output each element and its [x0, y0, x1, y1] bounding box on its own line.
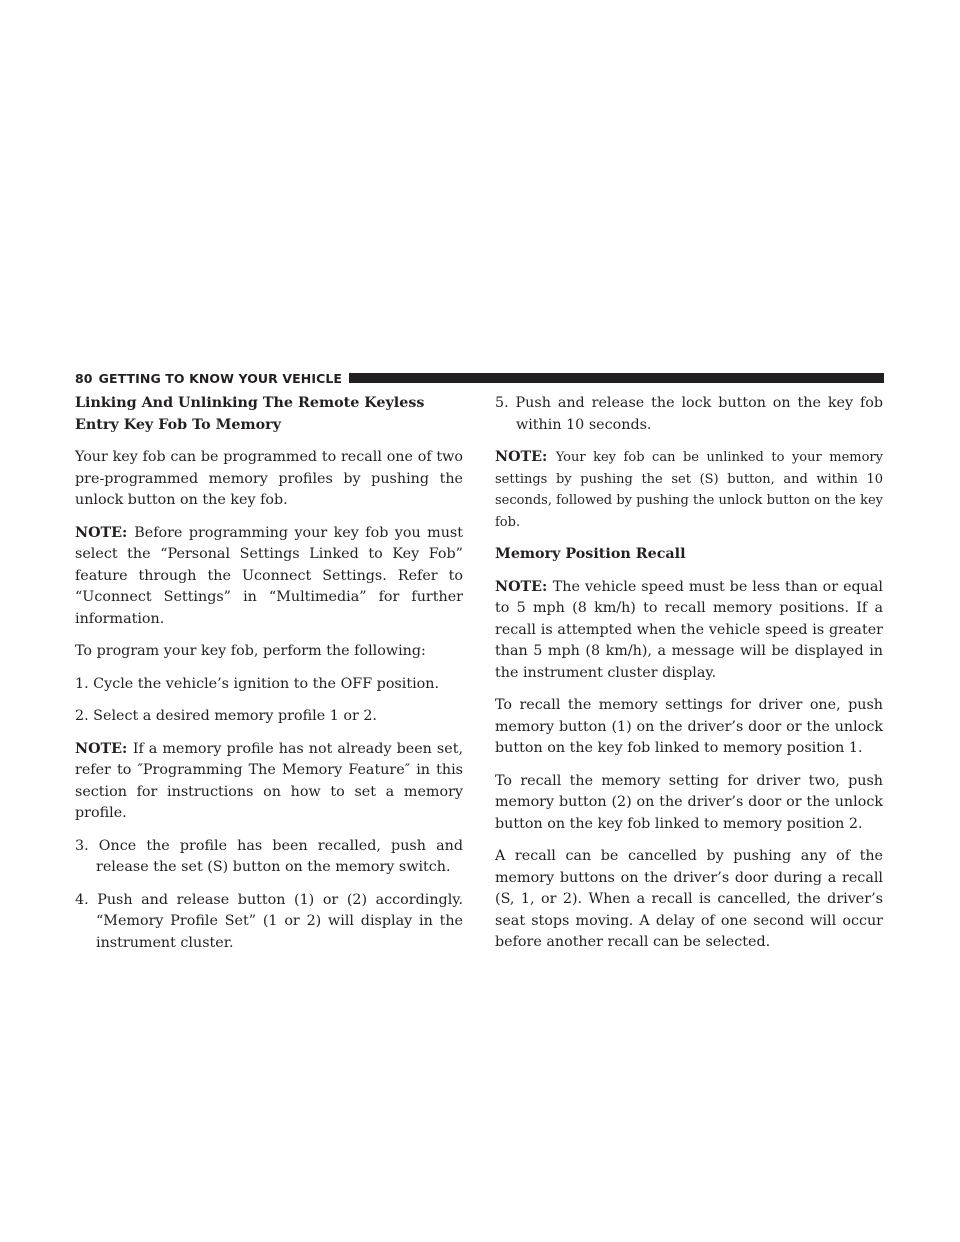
note-unlink [495, 447, 883, 533]
page-header [75, 371, 884, 385]
header-rule [349, 373, 884, 383]
step-4: 4. Push and release button (1) or (2) accordingly. “Memory Profile Set” (1 or 2) will display in the instrument cluster. [75, 891, 463, 951]
step-1: 1. Cycle the vehicle’s ignition to the OFF position. [75, 675, 440, 692]
paragraph-driver-one: To recall the memory settings for driver one, push memory button (1) on the driver’s door or the unlock button on the key fob linked to memory position 1. [495, 697, 883, 756]
note-label: NOTE: [75, 740, 133, 757]
section-heading-linking: Linking And Unlinking The Remote Keyless Entry Key Fob To Memory [75, 395, 425, 433]
note-label: NOTE: [495, 578, 553, 595]
section-heading-recall: Memory Position Recall [495, 546, 686, 562]
paragraph-driver-two: To recall the memory setting for driver two, push memory button (2) on the driver’s door or the unlock button on the key fob linked to memory position 2. [495, 772, 883, 832]
step-5: 5. Push and release the lock button on the key fob within 10 seconds. [495, 395, 883, 433]
step-3: 3. Once the profile has been recalled, push and release the set (S) button on the memory switch. [75, 837, 463, 875]
note-text: If a memory profile has not already been set, refer to ″Programming The Memory Feature″ in this section for instructions on how to set a memory profile. [75, 740, 463, 821]
step-2: 2. Select a desired memory profile 1 or 2. [75, 708, 377, 724]
note-vehicle-speed [495, 577, 883, 685]
note-label: NOTE: [75, 524, 135, 541]
right-column [495, 393, 883, 965]
paragraph-cancel-recall: A recall can be cancelled by pushing any of the memory buttons on the driver’s door during a recall (S, 1, or 2). When a recall is cancelled, the driver’s seat stops moving. A delay of one second will occur before another recall can be selected. [495, 848, 883, 950]
note-text: Your key fob can be unlinked to your memory settings by pushing the set (S) button, and within 10 seconds, followed by pushing the unlock button on the key fob. [495, 450, 883, 530]
note-text: Before programming your key fob you must select the “Personal Settings Linked to Key Fob” feature through the Uconnect Settings. Refer to “Uconnect Settings” in “Multimedia” for further information. [75, 524, 463, 627]
program-intro: To program your key fob, perform the following: [75, 643, 426, 659]
note-personal-settings [75, 523, 463, 631]
page-number: 80 [75, 370, 93, 386]
note-text: The vehicle speed must be less than or equal to 5 mph (8 km/h) to recall memory positions. If a recall is attempted when the vehicle speed is greater than 5 mph (8 km/h), a message will be displayed in the instrument cluster display. [495, 578, 883, 681]
left-column [75, 393, 463, 965]
intro-paragraph: Your key fob can be programmed to recall one of two pre-programmed memory profiles by pushing the unlock button on the key fob. [75, 449, 463, 508]
section-title: GETTING TO KNOW YOUR VEHICLE [98, 370, 343, 386]
note-label: NOTE: [495, 449, 556, 465]
note-memory-profile [75, 739, 463, 825]
